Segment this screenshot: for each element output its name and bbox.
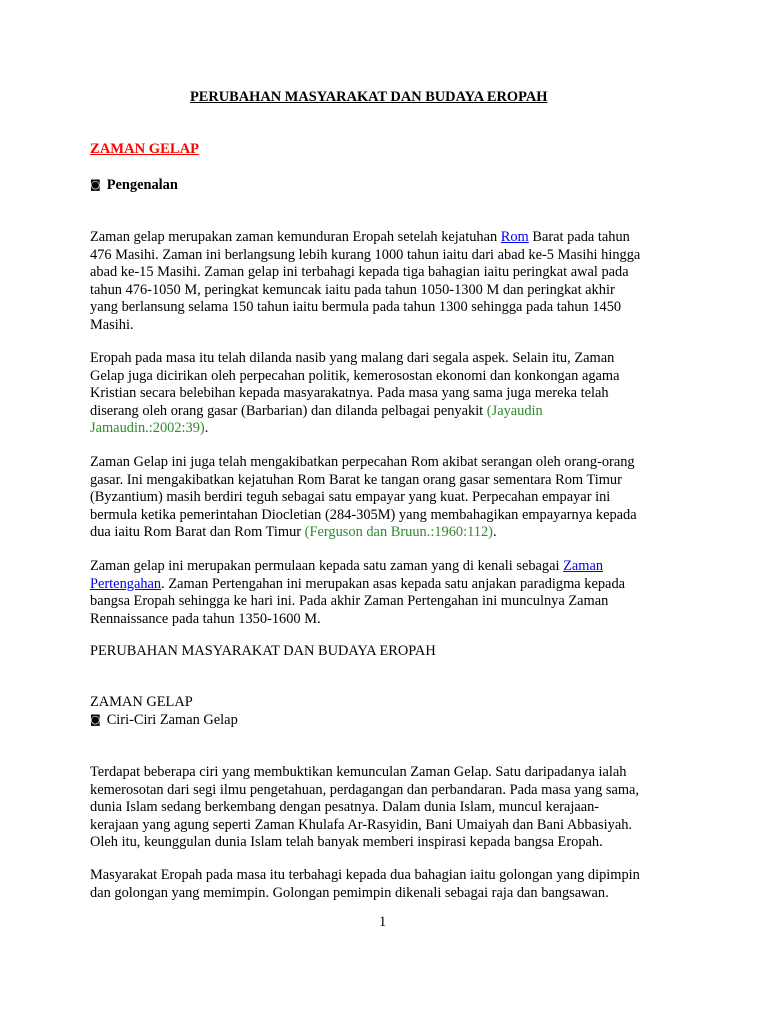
text-line: (Byzantium) masih berdiri teguh sebagai satu empayar yang kuat. Perpecahan empayar ini bbox=[90, 489, 611, 506]
text-line: dan golongan yang memimpin. Golongan pemimpin dikenali sebagai raja dan bangsawan. bbox=[90, 884, 609, 901]
text-line: Terdapat beberapa ciri yang membuktikan kemunculan Zaman Gelap. Satu daripadanya ialah bbox=[90, 764, 627, 780]
text-line: bermula ketika pemerintahan Diocletian (284-305M) yang membahagikan empayarnya kepada bbox=[90, 506, 637, 523]
paragraph-5 bbox=[90, 764, 680, 852]
text-run: Zaman gelap ini merupakan permulaan kepada satu zaman yang di kenali sebagai bbox=[90, 558, 564, 574]
text-line: Kristian secara belebihan kepada masyarakatnya. Pada masa yang sama juga mereka telah bbox=[90, 385, 609, 402]
paragraph-2 bbox=[90, 350, 680, 438]
text-line: Masihi. bbox=[90, 316, 134, 333]
text-line: gasar. Ini mengakibatkan kejatuhan Rom Barat ke tangan orang gasar sementara Rom Timur bbox=[90, 471, 622, 488]
paragraph-3 bbox=[90, 454, 680, 542]
text-run: . Zaman Pertengahan ini merupakan asas kepada satu anjakan paradigma kepada bbox=[161, 575, 626, 592]
text-line: Masyarakat Eropah pada masa itu terbahagi kepada dua bahagian iaitu golongan yang dipimpin bbox=[90, 867, 640, 883]
text-line: kerajaan yang agung seperti Zaman Khulafa Ar-Rasyidin, Bani Umaiyah dan Bani Abbasiyah. bbox=[90, 816, 633, 833]
text-line: bangsa Eropah sehingga ke hari ini. Pada akhir Zaman Pertengahan ini munculnya Zaman bbox=[90, 593, 609, 610]
paragraph-1 bbox=[90, 229, 680, 335]
text-line: yang berlansung selama 150 tahun iaitu bermula pada tahun 1300 sehingga pada tahun 1450 bbox=[90, 299, 622, 316]
page-number: 1 bbox=[379, 914, 387, 930]
text-run: diserang oleh orang gasar (Barbarian) dan dilanda pelbagai penyakit bbox=[90, 402, 487, 419]
text-run: Zaman gelap merupakan zaman kemunduran Eropah setelah kejatuhan bbox=[90, 229, 501, 245]
text-line: dunia Islam sedang berkembang dengan pesatnya. Dalam dunia Islam, muncul kerajaan- bbox=[90, 799, 600, 816]
text-line: Zaman Gelap ini juga telah mengakibatkan perpecahan Rom akibat serangan oleh orang-orang bbox=[90, 454, 635, 470]
link-zaman-pertengahan-cont[interactable]: Pertengahan bbox=[90, 575, 162, 592]
link-rom[interactable]: Rom bbox=[500, 229, 529, 245]
text-run: . bbox=[204, 420, 209, 437]
text-run: Barat pada tahun bbox=[528, 229, 630, 245]
subheading-ciri-ciri bbox=[90, 712, 238, 729]
bullet-square-icon: ◙ bbox=[90, 713, 101, 726]
repeat-title: PERUBAHAN MASYARAKAT DAN BUDAYA EROPAH bbox=[90, 643, 436, 659]
section-heading-zaman-gelap-2: ZAMAN GELAP bbox=[90, 694, 193, 710]
text-line: abad ke-15 Masihi. Zaman gelap ini terbahagi kepada tiga bahagian iaitu peringkat awal pada bbox=[90, 264, 629, 281]
link-zaman-pertengahan[interactable]: Zaman bbox=[563, 558, 604, 574]
subheading-label: Ciri-Ciri Zaman Gelap bbox=[106, 712, 238, 728]
text-line: Gelap juga dicirikan oleh perpecahan politik, kemerosostan ekonomi dan konkongan agama bbox=[90, 367, 620, 384]
text-line: 476 Masihi. Zaman ini berlangsung lebih kurang 1000 tahun iaitu dari abad ke-5 Masihi hingga bbox=[90, 246, 641, 263]
text-line: tahun 476-1050 M, peringkat kemuncak iaitu pada tahun 1050-1300 M dan peringkat akhir bbox=[90, 281, 615, 298]
paragraph-6 bbox=[90, 867, 680, 902]
text-run: . bbox=[492, 524, 497, 541]
document-title: PERUBAHAN MASYARAKAT DAN BUDAYA EROPAH bbox=[190, 89, 548, 105]
text-line: Rennaissance pada tahun 1350-1600 M. bbox=[90, 610, 321, 627]
text-line: kemerosotan dari segi ilmu pengetahuan, perdagangan dan perbandaran. Pada masa yang sama, bbox=[90, 781, 640, 798]
bullet-square-icon: ◙ bbox=[90, 178, 101, 191]
text-run: dua iaitu Rom Barat dan Rom Timur bbox=[90, 524, 305, 541]
subheading-label: Pengenalan bbox=[106, 177, 178, 193]
citation-jayaudin-cont: Jamaudin.:2002:39) bbox=[90, 420, 205, 437]
citation-jayaudin: (Jayaudin bbox=[486, 402, 543, 419]
section-heading-zaman-gelap: ZAMAN GELAP bbox=[90, 141, 200, 157]
citation-ferguson: (Ferguson dan Bruun.:1960:112) bbox=[304, 524, 493, 541]
text-line: Eropah pada masa itu telah dilanda nasib yang malang dari segala aspek. Selain itu, Zaman bbox=[90, 350, 615, 366]
paragraph-4 bbox=[90, 558, 680, 628]
subheading-pengenalan bbox=[90, 177, 178, 194]
text-line: Oleh itu, keunggulan dunia Islam telah banyak memberi inspirasi kepada bangsa Eropah. bbox=[90, 834, 603, 851]
